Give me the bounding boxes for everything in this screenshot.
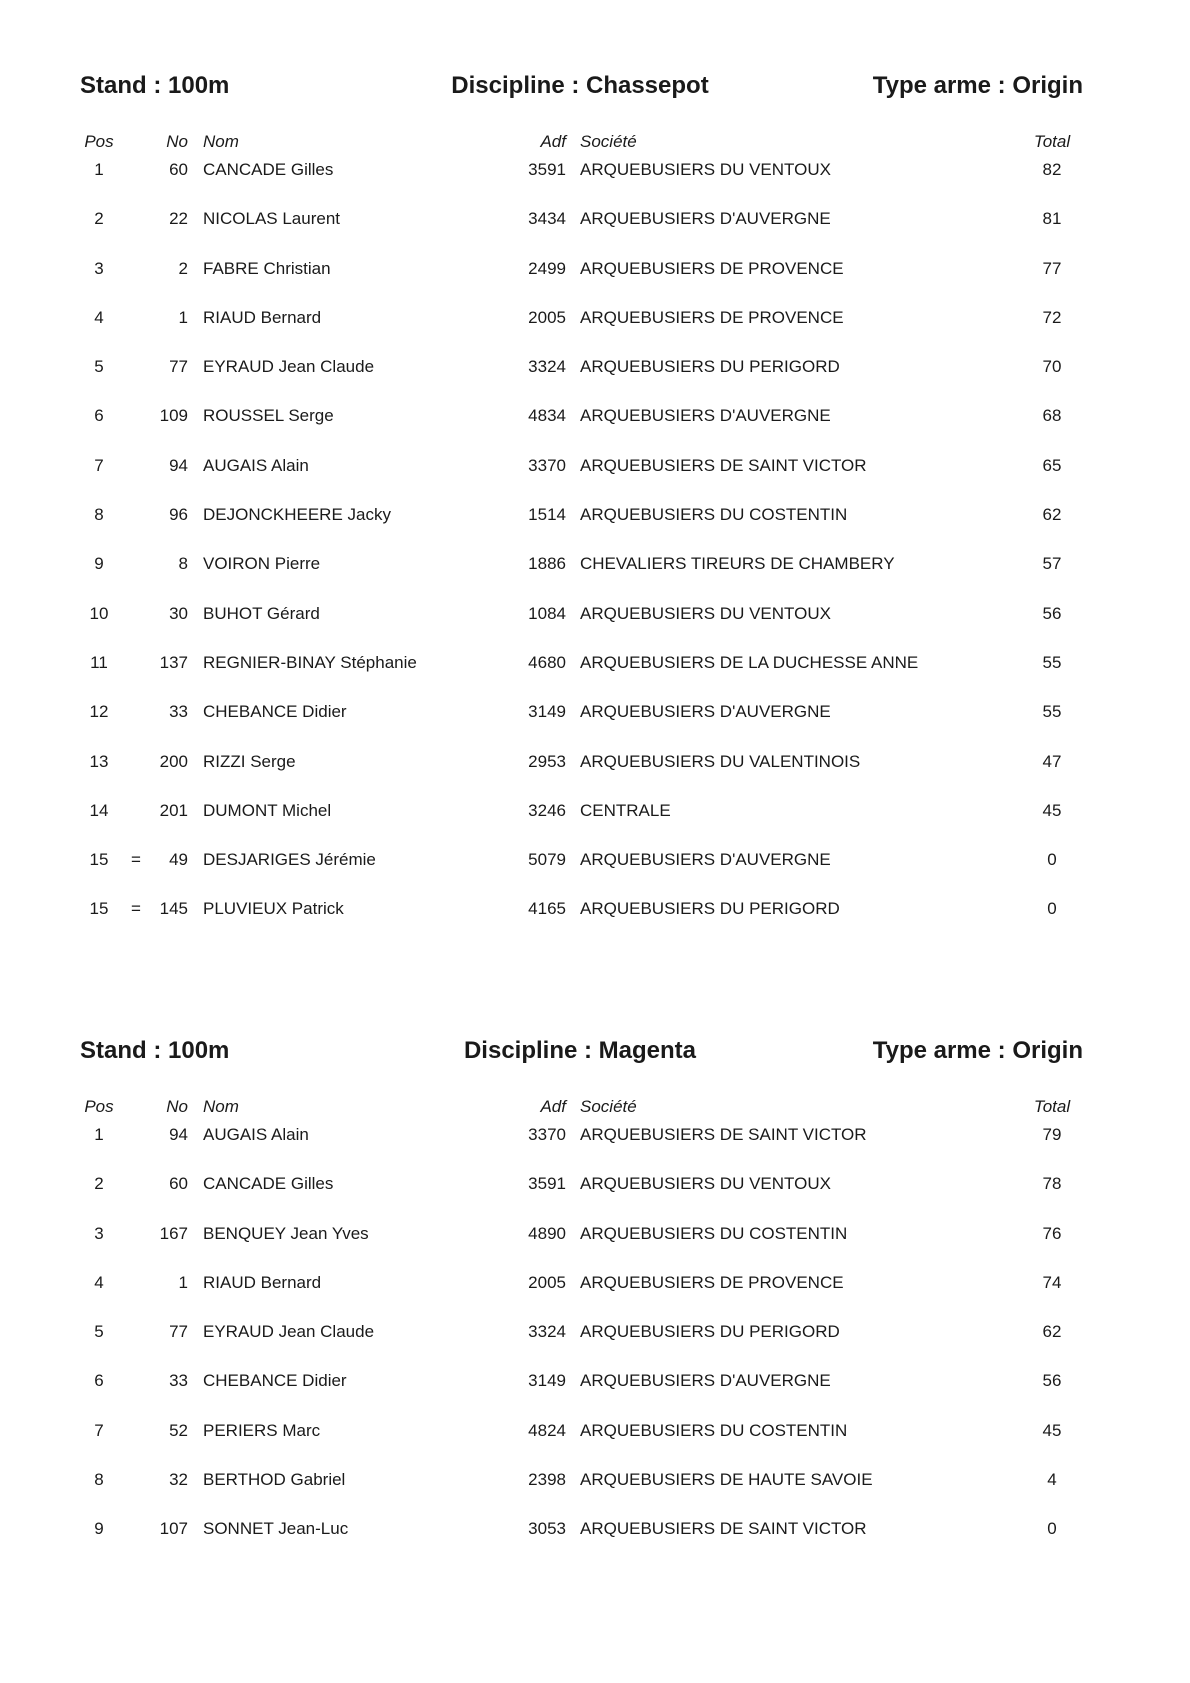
cell-societe: ARQUEBUSIERS DE SAINT VICTOR bbox=[580, 1125, 867, 1144]
cell-total: 76 bbox=[1042, 1223, 1062, 1243]
cell-position: 1 bbox=[94, 1125, 104, 1144]
cell-adf: 4165 bbox=[528, 899, 566, 919]
cell-number: 49 bbox=[169, 850, 188, 870]
cell-name: RIZZI Serge bbox=[203, 751, 296, 771]
cell-adf: 1886 bbox=[528, 554, 566, 574]
col-header-total: Total bbox=[1033, 1097, 1071, 1116]
cell-total: 79 bbox=[1042, 1125, 1062, 1144]
cell-societe: ARQUEBUSIERS DU VENTOUX bbox=[580, 160, 831, 179]
cell-total: 78 bbox=[1042, 1174, 1062, 1194]
table-row bbox=[0, 554, 1190, 603]
type-arme-label: Type arme : Origin bbox=[872, 1037, 1083, 1064]
table-row bbox=[0, 1421, 1190, 1470]
cell-adf: 3149 bbox=[528, 702, 566, 722]
cell-adf: 3591 bbox=[528, 1174, 566, 1194]
cell-societe: ARQUEBUSIERS DE PROVENCE bbox=[580, 1272, 844, 1292]
cell-name: CANCADE Gilles bbox=[203, 1174, 334, 1194]
cell-adf: 2005 bbox=[528, 1272, 566, 1292]
cell-position: 4 bbox=[94, 1272, 104, 1292]
cell-name: SONNET Jean-Luc bbox=[203, 1519, 349, 1539]
cell-adf: 2953 bbox=[528, 751, 566, 771]
cell-adf: 4890 bbox=[528, 1223, 566, 1243]
col-header-pos: Pos bbox=[84, 132, 114, 151]
table-row bbox=[0, 1519, 1190, 1568]
cell-societe: ARQUEBUSIERS DE PROVENCE bbox=[580, 258, 844, 278]
cell-total: 70 bbox=[1042, 357, 1062, 377]
cell-position: 7 bbox=[94, 1420, 104, 1440]
cell-adf: 2005 bbox=[528, 307, 566, 327]
cell-position: 6 bbox=[94, 406, 104, 426]
cell-total: 45 bbox=[1042, 800, 1062, 820]
cell-name: PLUVIEUX Patrick bbox=[203, 899, 344, 919]
cell-name: VOIRON Pierre bbox=[203, 554, 321, 574]
cell-societe: ARQUEBUSIERS DU VENTOUX bbox=[580, 603, 831, 623]
cell-societe: ARQUEBUSIERS DE LA DUCHESSE ANNE bbox=[580, 652, 919, 672]
cell-total: 62 bbox=[1042, 505, 1062, 525]
stand-label: Stand : 100m bbox=[80, 1037, 230, 1064]
cell-total: 55 bbox=[1042, 652, 1062, 672]
cell-number: 107 bbox=[159, 1519, 188, 1539]
cell-societe: ARQUEBUSIERS DU PERIGORD bbox=[580, 357, 840, 377]
cell-total: 62 bbox=[1042, 1322, 1062, 1342]
table-row bbox=[0, 1371, 1190, 1420]
cell-position: 5 bbox=[94, 1322, 104, 1342]
cell-name: BENQUEY Jean Yves bbox=[203, 1223, 369, 1243]
cell-total: 56 bbox=[1042, 1371, 1062, 1391]
section-header bbox=[0, 72, 1190, 108]
table-row bbox=[0, 899, 1190, 948]
cell-name: NICOLAS Laurent bbox=[203, 209, 341, 229]
cell-number: 94 bbox=[169, 1125, 188, 1144]
col-header-societe: Société bbox=[580, 132, 637, 151]
table-row bbox=[0, 406, 1190, 455]
col-header-adf: Adf bbox=[540, 132, 566, 151]
discipline-label: Discipline : Chassepot bbox=[451, 72, 709, 99]
col-header-no: No bbox=[166, 132, 188, 151]
cell-societe: CHEVALIERS TIREURS DE CHAMBERY bbox=[580, 554, 895, 574]
cell-societe: ARQUEBUSIERS DE PROVENCE bbox=[580, 307, 844, 327]
cell-total: 57 bbox=[1042, 554, 1062, 574]
cell-number: 77 bbox=[169, 1322, 188, 1342]
cell-number: 60 bbox=[169, 1174, 188, 1194]
cell-adf: 1084 bbox=[528, 603, 566, 623]
cell-name: PERIERS Marc bbox=[203, 1420, 321, 1440]
cell-number: 200 bbox=[159, 751, 188, 771]
cell-adf: 3324 bbox=[528, 357, 566, 377]
type-arme-label: Type arme : Origin bbox=[872, 72, 1083, 99]
cell-societe: ARQUEBUSIERS DU PERIGORD bbox=[580, 899, 840, 919]
cell-position: 3 bbox=[94, 258, 104, 278]
cell-position: 5 bbox=[94, 357, 104, 377]
cell-total: 81 bbox=[1042, 209, 1062, 229]
cell-number: 137 bbox=[159, 652, 188, 672]
cell-adf: 4680 bbox=[528, 652, 566, 672]
cell-position: 9 bbox=[94, 1519, 104, 1539]
cell-number: 8 bbox=[178, 554, 188, 574]
col-header-nom: Nom bbox=[203, 1097, 239, 1116]
table-row bbox=[0, 209, 1190, 258]
table-row bbox=[0, 850, 1190, 899]
cell-adf: 3370 bbox=[528, 455, 566, 475]
table-row bbox=[0, 604, 1190, 653]
cell-tie-marker: = bbox=[131, 850, 141, 870]
col-header-pos: Pos bbox=[84, 1097, 114, 1116]
cell-number: 96 bbox=[169, 505, 188, 525]
table-row bbox=[0, 653, 1190, 702]
cell-adf: 4834 bbox=[528, 406, 566, 426]
cell-total: 0 bbox=[1047, 1519, 1057, 1539]
cell-position: 3 bbox=[94, 1223, 104, 1243]
table-row bbox=[0, 1174, 1190, 1223]
cell-adf: 3324 bbox=[528, 1322, 566, 1342]
table-row bbox=[0, 505, 1190, 554]
cell-total: 55 bbox=[1042, 702, 1062, 722]
cell-societe: ARQUEBUSIERS D'AUVERGNE bbox=[580, 406, 831, 426]
cell-position: 4 bbox=[94, 307, 104, 327]
cell-total: 68 bbox=[1042, 406, 1062, 426]
cell-total: 82 bbox=[1042, 160, 1062, 179]
cell-name: CANCADE Gilles bbox=[203, 160, 334, 179]
table-row bbox=[0, 357, 1190, 406]
cell-name: CHEBANCE Didier bbox=[203, 702, 347, 722]
cell-societe: ARQUEBUSIERS DU PERIGORD bbox=[580, 1322, 840, 1342]
cell-number: 145 bbox=[159, 899, 188, 919]
cell-societe: ARQUEBUSIERS DE SAINT VICTOR bbox=[580, 1519, 867, 1539]
cell-adf: 3591 bbox=[528, 160, 566, 179]
cell-position: 15 bbox=[89, 899, 109, 919]
cell-position: 15 bbox=[89, 850, 109, 870]
table-row bbox=[0, 160, 1190, 209]
table-row bbox=[0, 1125, 1190, 1174]
cell-position: 14 bbox=[89, 800, 109, 820]
cell-position: 6 bbox=[94, 1371, 104, 1391]
cell-adf: 2499 bbox=[528, 258, 566, 278]
cell-position: 1 bbox=[94, 160, 104, 179]
cell-total: 74 bbox=[1042, 1272, 1062, 1292]
col-header-total: Total bbox=[1033, 132, 1071, 151]
cell-name: CHEBANCE Didier bbox=[203, 1371, 347, 1391]
cell-number: 1 bbox=[178, 1272, 188, 1292]
cell-total: 65 bbox=[1042, 455, 1062, 475]
table-row bbox=[0, 752, 1190, 801]
cell-name: BERTHOD Gabriel bbox=[203, 1470, 346, 1490]
cell-number: 2 bbox=[178, 258, 188, 278]
cell-name: RIAUD Bernard bbox=[203, 1272, 322, 1292]
cell-name: AUGAIS Alain bbox=[203, 455, 309, 475]
cell-name: RIAUD Bernard bbox=[203, 307, 322, 327]
cell-number: 30 bbox=[169, 603, 188, 623]
cell-number: 94 bbox=[169, 455, 188, 475]
cell-societe: ARQUEBUSIERS DU COSTENTIN bbox=[580, 1420, 848, 1440]
table-row bbox=[0, 259, 1190, 308]
cell-number: 33 bbox=[169, 1371, 188, 1391]
cell-name: FABRE Christian bbox=[203, 258, 331, 278]
cell-position: 8 bbox=[94, 1470, 104, 1490]
cell-total: 72 bbox=[1042, 307, 1062, 327]
cell-adf: 3370 bbox=[528, 1125, 566, 1144]
cell-number: 109 bbox=[159, 406, 188, 426]
cell-total: 45 bbox=[1042, 1420, 1062, 1440]
cell-position: 11 bbox=[90, 652, 108, 672]
cell-total: 77 bbox=[1042, 258, 1062, 278]
cell-position: 13 bbox=[89, 751, 109, 771]
cell-adf: 3246 bbox=[528, 800, 566, 820]
cell-societe: ARQUEBUSIERS DU COSTENTIN bbox=[580, 1223, 848, 1243]
column-headers bbox=[0, 132, 1190, 156]
cell-name: DEJONCKHEERE Jacky bbox=[203, 505, 391, 525]
cell-position: 10 bbox=[89, 603, 109, 623]
cell-name: DESJARIGES Jérémie bbox=[203, 850, 376, 870]
cell-societe: ARQUEBUSIERS DU VALENTINOIS bbox=[580, 751, 861, 771]
cell-number: 32 bbox=[169, 1470, 188, 1490]
cell-adf: 5079 bbox=[528, 850, 566, 870]
table-row bbox=[0, 1224, 1190, 1273]
cell-total: 47 bbox=[1042, 751, 1062, 771]
cell-number: 77 bbox=[169, 357, 188, 377]
table-row bbox=[0, 801, 1190, 850]
cell-position: 2 bbox=[94, 209, 104, 229]
cell-adf: 3053 bbox=[528, 1519, 566, 1539]
cell-societe: ARQUEBUSIERS D'AUVERGNE bbox=[580, 850, 831, 870]
cell-adf: 1514 bbox=[528, 505, 566, 525]
col-header-no: No bbox=[166, 1097, 188, 1116]
cell-societe: ARQUEBUSIERS D'AUVERGNE bbox=[580, 209, 831, 229]
cell-total: 0 bbox=[1047, 850, 1057, 870]
cell-adf: 4824 bbox=[528, 1420, 566, 1440]
column-headers bbox=[0, 1097, 1190, 1121]
cell-tie-marker: = bbox=[131, 899, 141, 919]
cell-adf: 3434 bbox=[528, 209, 566, 229]
section-header bbox=[0, 1037, 1190, 1073]
cell-societe: ARQUEBUSIERS DE HAUTE SAVOIE bbox=[580, 1470, 873, 1490]
cell-name: ROUSSEL Serge bbox=[203, 406, 334, 426]
cell-number: 167 bbox=[159, 1223, 188, 1243]
discipline-label: Discipline : Magenta bbox=[463, 1037, 697, 1064]
cell-name: AUGAIS Alain bbox=[203, 1125, 309, 1144]
cell-societe: ARQUEBUSIERS DE SAINT VICTOR bbox=[580, 455, 867, 475]
cell-number: 60 bbox=[169, 160, 188, 179]
cell-number: 33 bbox=[169, 702, 188, 722]
table-row bbox=[0, 702, 1190, 751]
col-header-adf: Adf bbox=[540, 1097, 566, 1116]
col-header-societe: Société bbox=[580, 1097, 637, 1116]
cell-position: 12 bbox=[89, 702, 109, 722]
table-row bbox=[0, 308, 1190, 357]
cell-adf: 3149 bbox=[528, 1371, 566, 1391]
cell-name: EYRAUD Jean Claude bbox=[203, 357, 375, 377]
cell-name: DUMONT Michel bbox=[203, 800, 332, 820]
cell-societe: ARQUEBUSIERS DU VENTOUX bbox=[580, 1174, 831, 1194]
cell-societe: CENTRALE bbox=[580, 800, 671, 820]
results-table-body bbox=[0, 1125, 1190, 1569]
cell-societe: ARQUEBUSIERS DU COSTENTIN bbox=[580, 505, 848, 525]
cell-name: REGNIER-BINAY Stéphanie bbox=[203, 652, 417, 672]
table-row bbox=[0, 1273, 1190, 1322]
cell-position: 7 bbox=[94, 455, 104, 475]
table-row bbox=[0, 1470, 1190, 1519]
cell-position: 2 bbox=[94, 1174, 104, 1194]
cell-total: 0 bbox=[1047, 899, 1057, 919]
stand-label: Stand : 100m bbox=[80, 72, 230, 99]
cell-total: 56 bbox=[1042, 603, 1062, 623]
col-header-nom: Nom bbox=[203, 132, 239, 151]
cell-number: 52 bbox=[169, 1420, 188, 1440]
cell-number: 22 bbox=[169, 209, 188, 229]
cell-position: 9 bbox=[94, 554, 104, 574]
table-row bbox=[0, 456, 1190, 505]
cell-number: 201 bbox=[159, 800, 188, 820]
cell-adf: 2398 bbox=[528, 1470, 566, 1490]
cell-name: BUHOT Gérard bbox=[203, 603, 320, 623]
cell-total: 4 bbox=[1047, 1470, 1057, 1490]
results-table-body bbox=[0, 160, 1190, 949]
cell-number: 1 bbox=[178, 307, 188, 327]
cell-position: 8 bbox=[94, 505, 104, 525]
cell-societe: ARQUEBUSIERS D'AUVERGNE bbox=[580, 702, 831, 722]
cell-societe: ARQUEBUSIERS D'AUVERGNE bbox=[580, 1371, 831, 1391]
cell-name: EYRAUD Jean Claude bbox=[203, 1322, 375, 1342]
table-row bbox=[0, 1322, 1190, 1371]
